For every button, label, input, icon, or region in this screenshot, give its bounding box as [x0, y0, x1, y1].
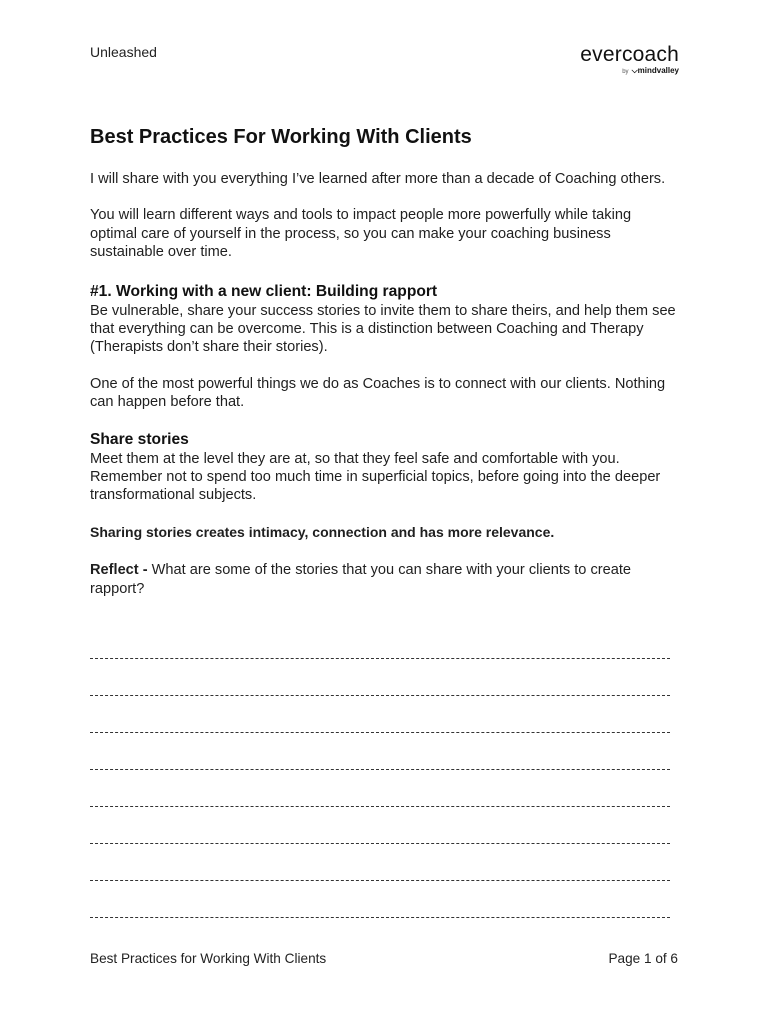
section1-heading: #1. Working with a new client: Building rapport: [90, 282, 438, 300]
mindvalley-chevron-icon: ⌵: [631, 66, 638, 75]
answer-line[interactable]: [90, 695, 670, 697]
reflect-question: What are some of the stories that you can share with your clients to create rapport?: [90, 562, 632, 597]
reflect-label: Reflect -: [90, 562, 148, 579]
intro-paragraph-1: I will share with you everything I’ve learned after more than a decade of Coaching others.: [90, 171, 666, 187]
answer-line[interactable]: [90, 769, 670, 771]
header-unleashed: Unleashed: [90, 44, 157, 60]
section1-paragraph-1: Be vulnerable, share your success stories to invite them to share theirs, and help them see that everything can be overcome. This is a distinction between Coaching and Therapy (Therapists don’t share their stories).: [90, 302, 676, 356]
answer-lines[interactable]: [90, 658, 670, 954]
logo-by: by: [622, 69, 629, 75]
answer-line[interactable]: [90, 843, 670, 845]
answer-line[interactable]: [90, 880, 670, 882]
answer-line[interactable]: [90, 806, 670, 808]
logo-wordmark: evercoach: [580, 43, 679, 66]
footer-title: Best Practices for Working With Clients: [90, 951, 327, 966]
answer-line[interactable]: [90, 917, 670, 919]
logo-mindvalley: mindvalley: [637, 66, 679, 75]
reflect-prompt: [90, 561, 680, 598]
answer-line[interactable]: [90, 732, 670, 734]
document-body: [90, 124, 680, 622]
logo-subline: [580, 66, 679, 77]
intro-paragraph-2: You will learn different ways and tools to impact people more powerfully while taking optimal care of yourself in the process, so you can make your coaching business sustainable over time.: [90, 207, 632, 261]
section1-paragraph-2: One of the most powerful things we do as Coaches is to connect with our clients. Nothing can happen before that.: [90, 375, 666, 411]
page-title: Best Practices For Working With Clients: [90, 126, 472, 148]
section2-paragraph: Meet them at the level they are at, so that they feel safe and comfortable with you. Remember not to spend too much time in superficial topics, before going into the deeper transformational subjects.: [90, 450, 661, 504]
page-number: Page 1 of 6: [608, 951, 678, 966]
answer-line[interactable]: [90, 658, 670, 660]
evercoach-logo: [580, 44, 679, 77]
bold-statement: Sharing stories creates intimacy, connection and has more relevance.: [90, 523, 555, 540]
section2-heading: Share stories: [90, 430, 189, 448]
